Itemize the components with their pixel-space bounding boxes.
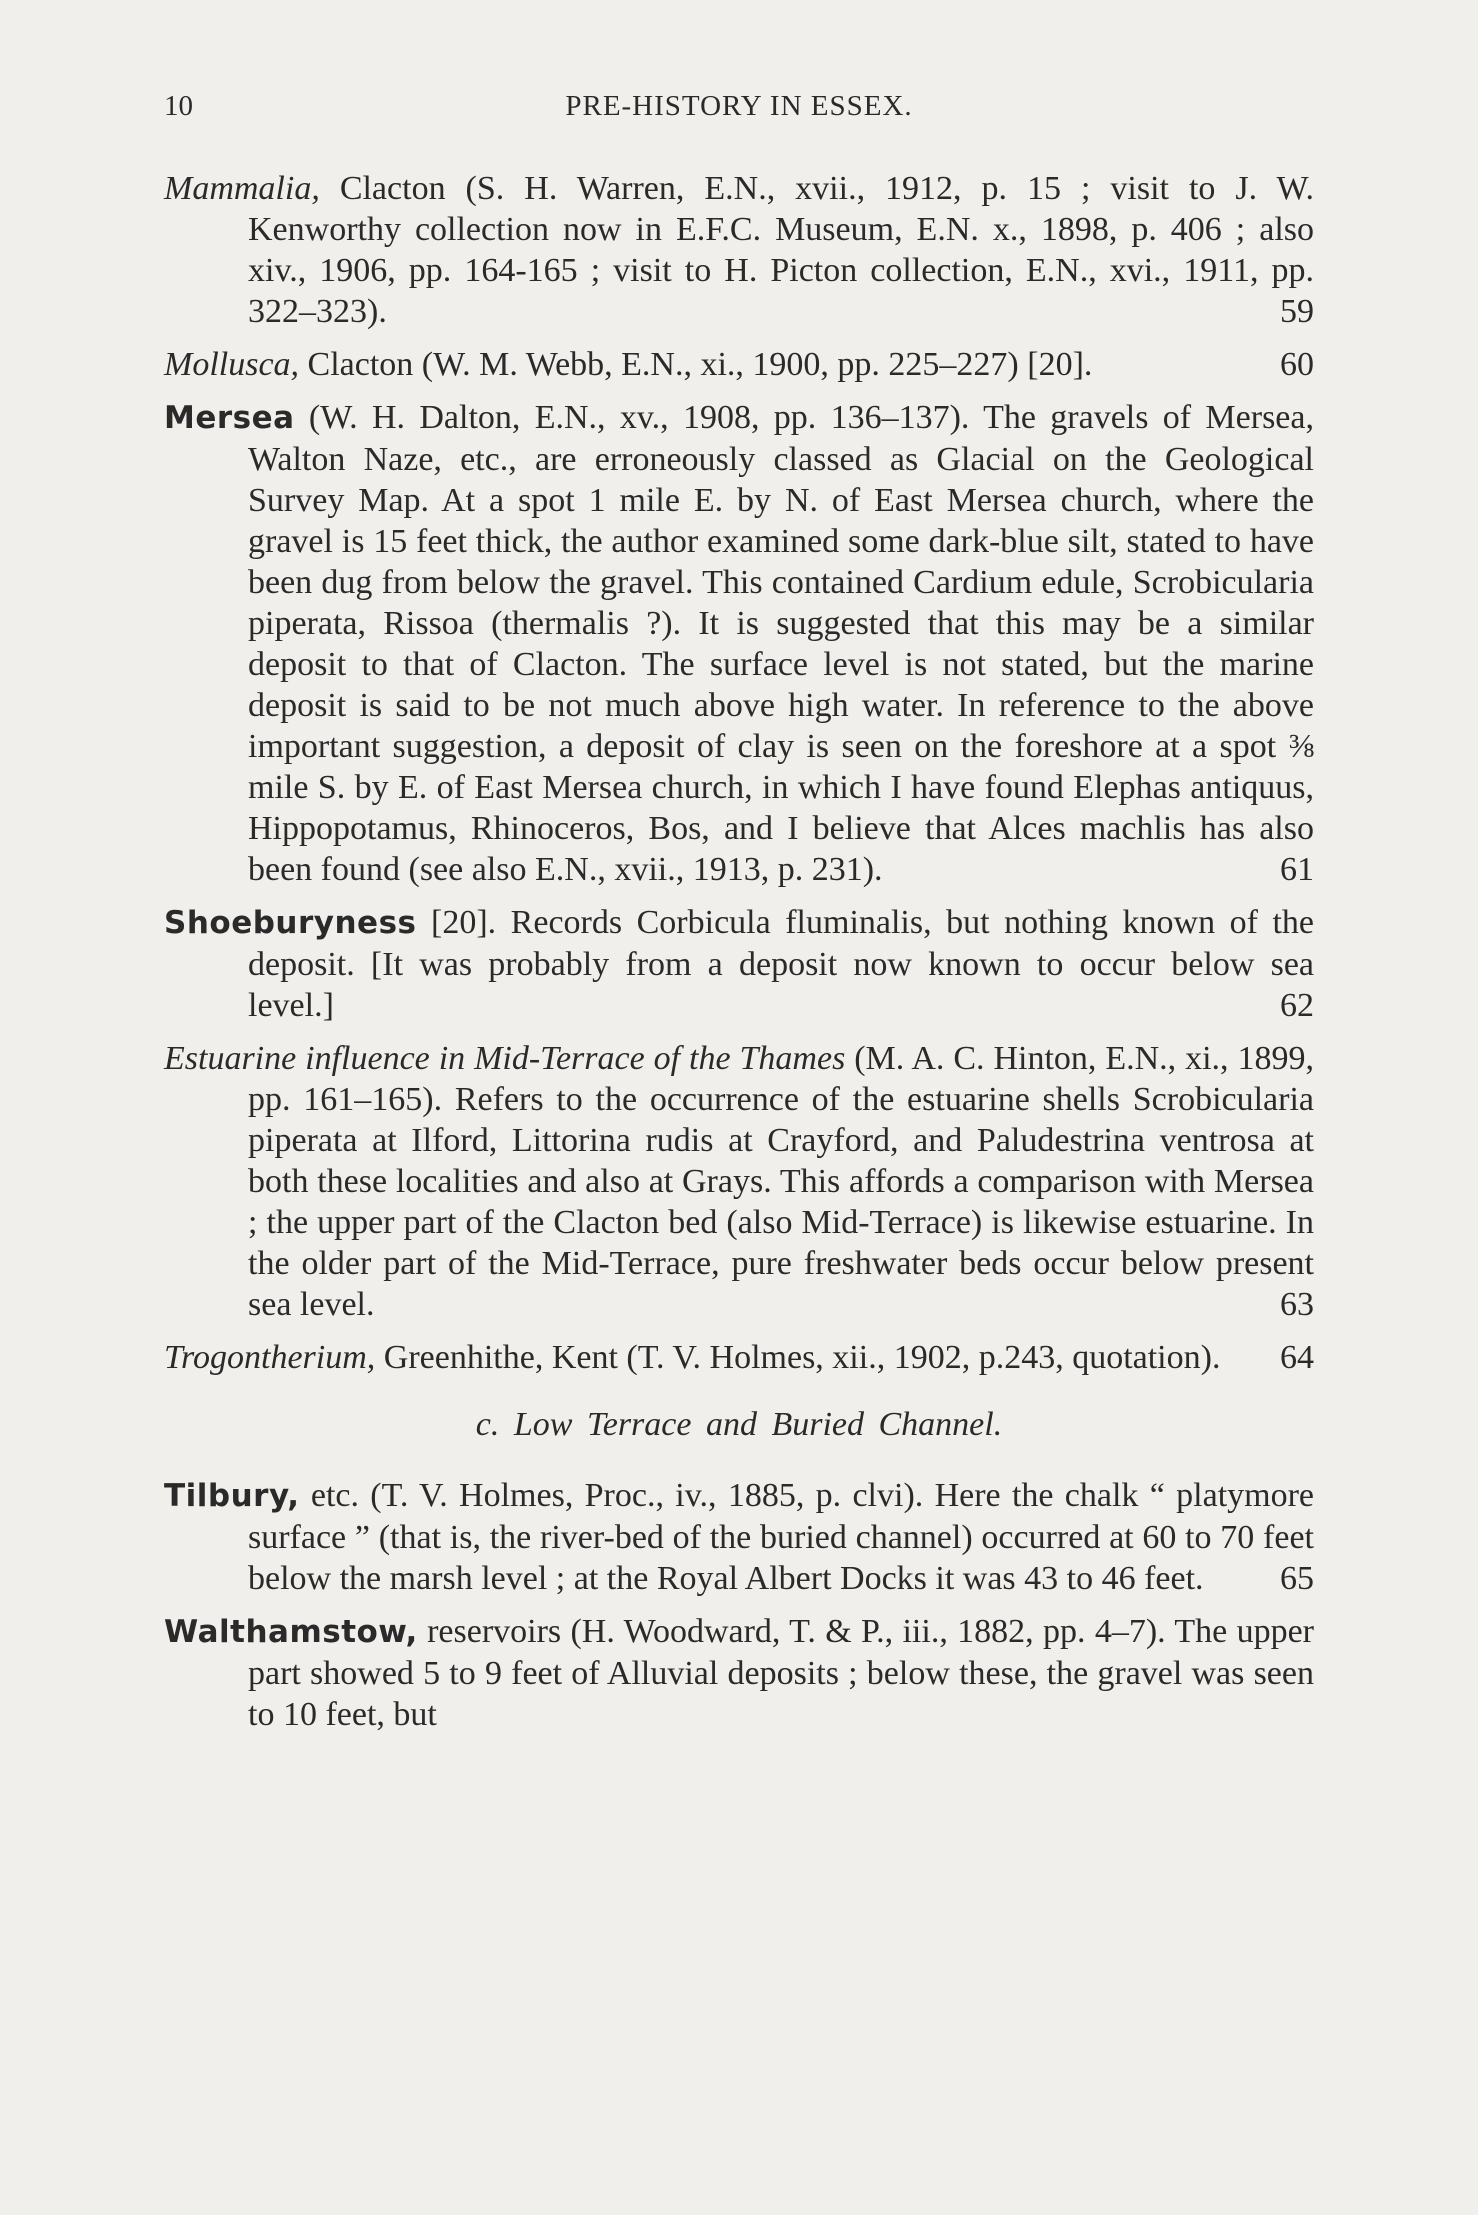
entry-text: Clacton (S. H. Warren, E.N., xvii., 1912, p. 15 ; visit to J. W. Kenworthy collection now in E.F.C. Museum, E.N. x., 1898, p. 406 ; also xiv., 1906, pp. 164-165 ; visit to H. Picton collection, E.N., xvi., 1911, pp. 322–323). [248, 170, 1314, 330]
entry-walthamstow [164, 1611, 1314, 1735]
entry-lead: Mammalia, [164, 170, 320, 207]
entry-text: Clacton (W. M. Webb, E.N., xi., 1900, pp. 225–227) [20]. [299, 346, 1093, 383]
entry-number: 65 [1280, 1560, 1314, 1597]
entry-number: 63 [1280, 1286, 1314, 1323]
entry-text: (M. A. C. Hinton, E.N., xi., 1899, pp. 161–165). Refers to the occurrence of the estuarine shells Scrobicularia piperata at Ilford, Littorina rudis at Crayford, and Paludestrina ventrosa at both these localities and also at Grays. This affords a comparison with Mersea ; the upper part of the Clacton bed (also Mid-Terrace) is likewise estuarine. In the older part of the Mid-Terrace, pure freshwater beds occur below present sea level. [248, 1040, 1315, 1323]
entry-shoeburyness [164, 902, 1314, 1026]
entry-mammalia [164, 168, 1314, 332]
page-number: 10 [164, 90, 193, 122]
entry-lead: Mollusca, [164, 346, 300, 383]
entry-lead: Shoeburyness [164, 905, 417, 941]
entry-trogontherium [164, 1337, 1314, 1378]
page-header [164, 90, 1314, 130]
entry-text: Greenhithe, Kent (T. V. Holmes, xii., 1902, p.243, quotation). [375, 1339, 1221, 1376]
entry-mersea [164, 397, 1314, 890]
entry-lead: Trogontherium, [164, 1339, 376, 1376]
entry-lead: Estuarine influence in Mid-Terrace of the Thames [164, 1040, 846, 1077]
entry-number: 59 [1280, 293, 1314, 330]
entry-number: 62 [1280, 987, 1314, 1024]
running-title: PRE-HISTORY IN ESSEX. [565, 90, 913, 122]
entry-lead: Tilbury, [164, 1478, 300, 1514]
entry-mollusca [164, 344, 1314, 385]
entry-text: reservoirs (H. Woodward, T. & P., iii., 1882, pp. 4–7). The upper part showed 5 to 9 feet of Alluvial deposits ; below these, the gravel was seen to 10 feet, but [248, 1613, 1314, 1733]
entries-list [164, 168, 1314, 1747]
entry-number: 61 [1280, 851, 1314, 888]
entry-text: (W. H. Dalton, E.N., xv., 1908, pp. 136–137). The gravels of Mersea, Walton Naze, etc., are erroneously classed as Glacial on the Geological Survey Map. At a spot 1 mile E. by N. of East Mersea church, where the gravel is 15 feet thick, the author examined some dark-blue silt, stated to have been dug from below the gravel. This contained Cardium edule, Scrobicularia piperata, Rissoa (thermalis ?). It is suggested that this may be a similar deposit to that of Clacton. The surface level is not stated, but the marine deposit is said to be not much above high water. In reference to the above important suggestion, a deposit of clay is seen on the foreshore at a spot ⅜ mile S. by E. of East Mersea church, in which I have found Elephas antiquus, Hippopotamus, Rhinoceros, Bos, and I believe that Alces machlis has also been found (see also E.N., xvii., 1913, p. 231). [248, 399, 1314, 888]
entry-number: 64 [1280, 1339, 1314, 1376]
entry-estuarine-influence [164, 1038, 1314, 1325]
entry-text: [20]. Records Corbicula fluminalis, but nothing known of the deposit. [It was probably from a deposit now known to occur below sea level.] [248, 904, 1314, 1024]
section-heading: c. Low Terrace and Buried Channel. [475, 1406, 1003, 1443]
entry-number: 60 [1280, 346, 1314, 383]
entry-text: etc. (T. V. Holmes, Proc., iv., 1885, p. clvi). Here the chalk “ platymore surface ” (that is, the river-bed of the buried channel) occurred at 60 to 70 feet below the marsh level ; at the Royal Albert Docks it was 43 to 46 feet. [248, 1477, 1314, 1597]
entry-tilbury [164, 1475, 1314, 1599]
entry-lead: Walthamstow, [164, 1614, 418, 1650]
entry-lead: Mersea [164, 400, 295, 436]
